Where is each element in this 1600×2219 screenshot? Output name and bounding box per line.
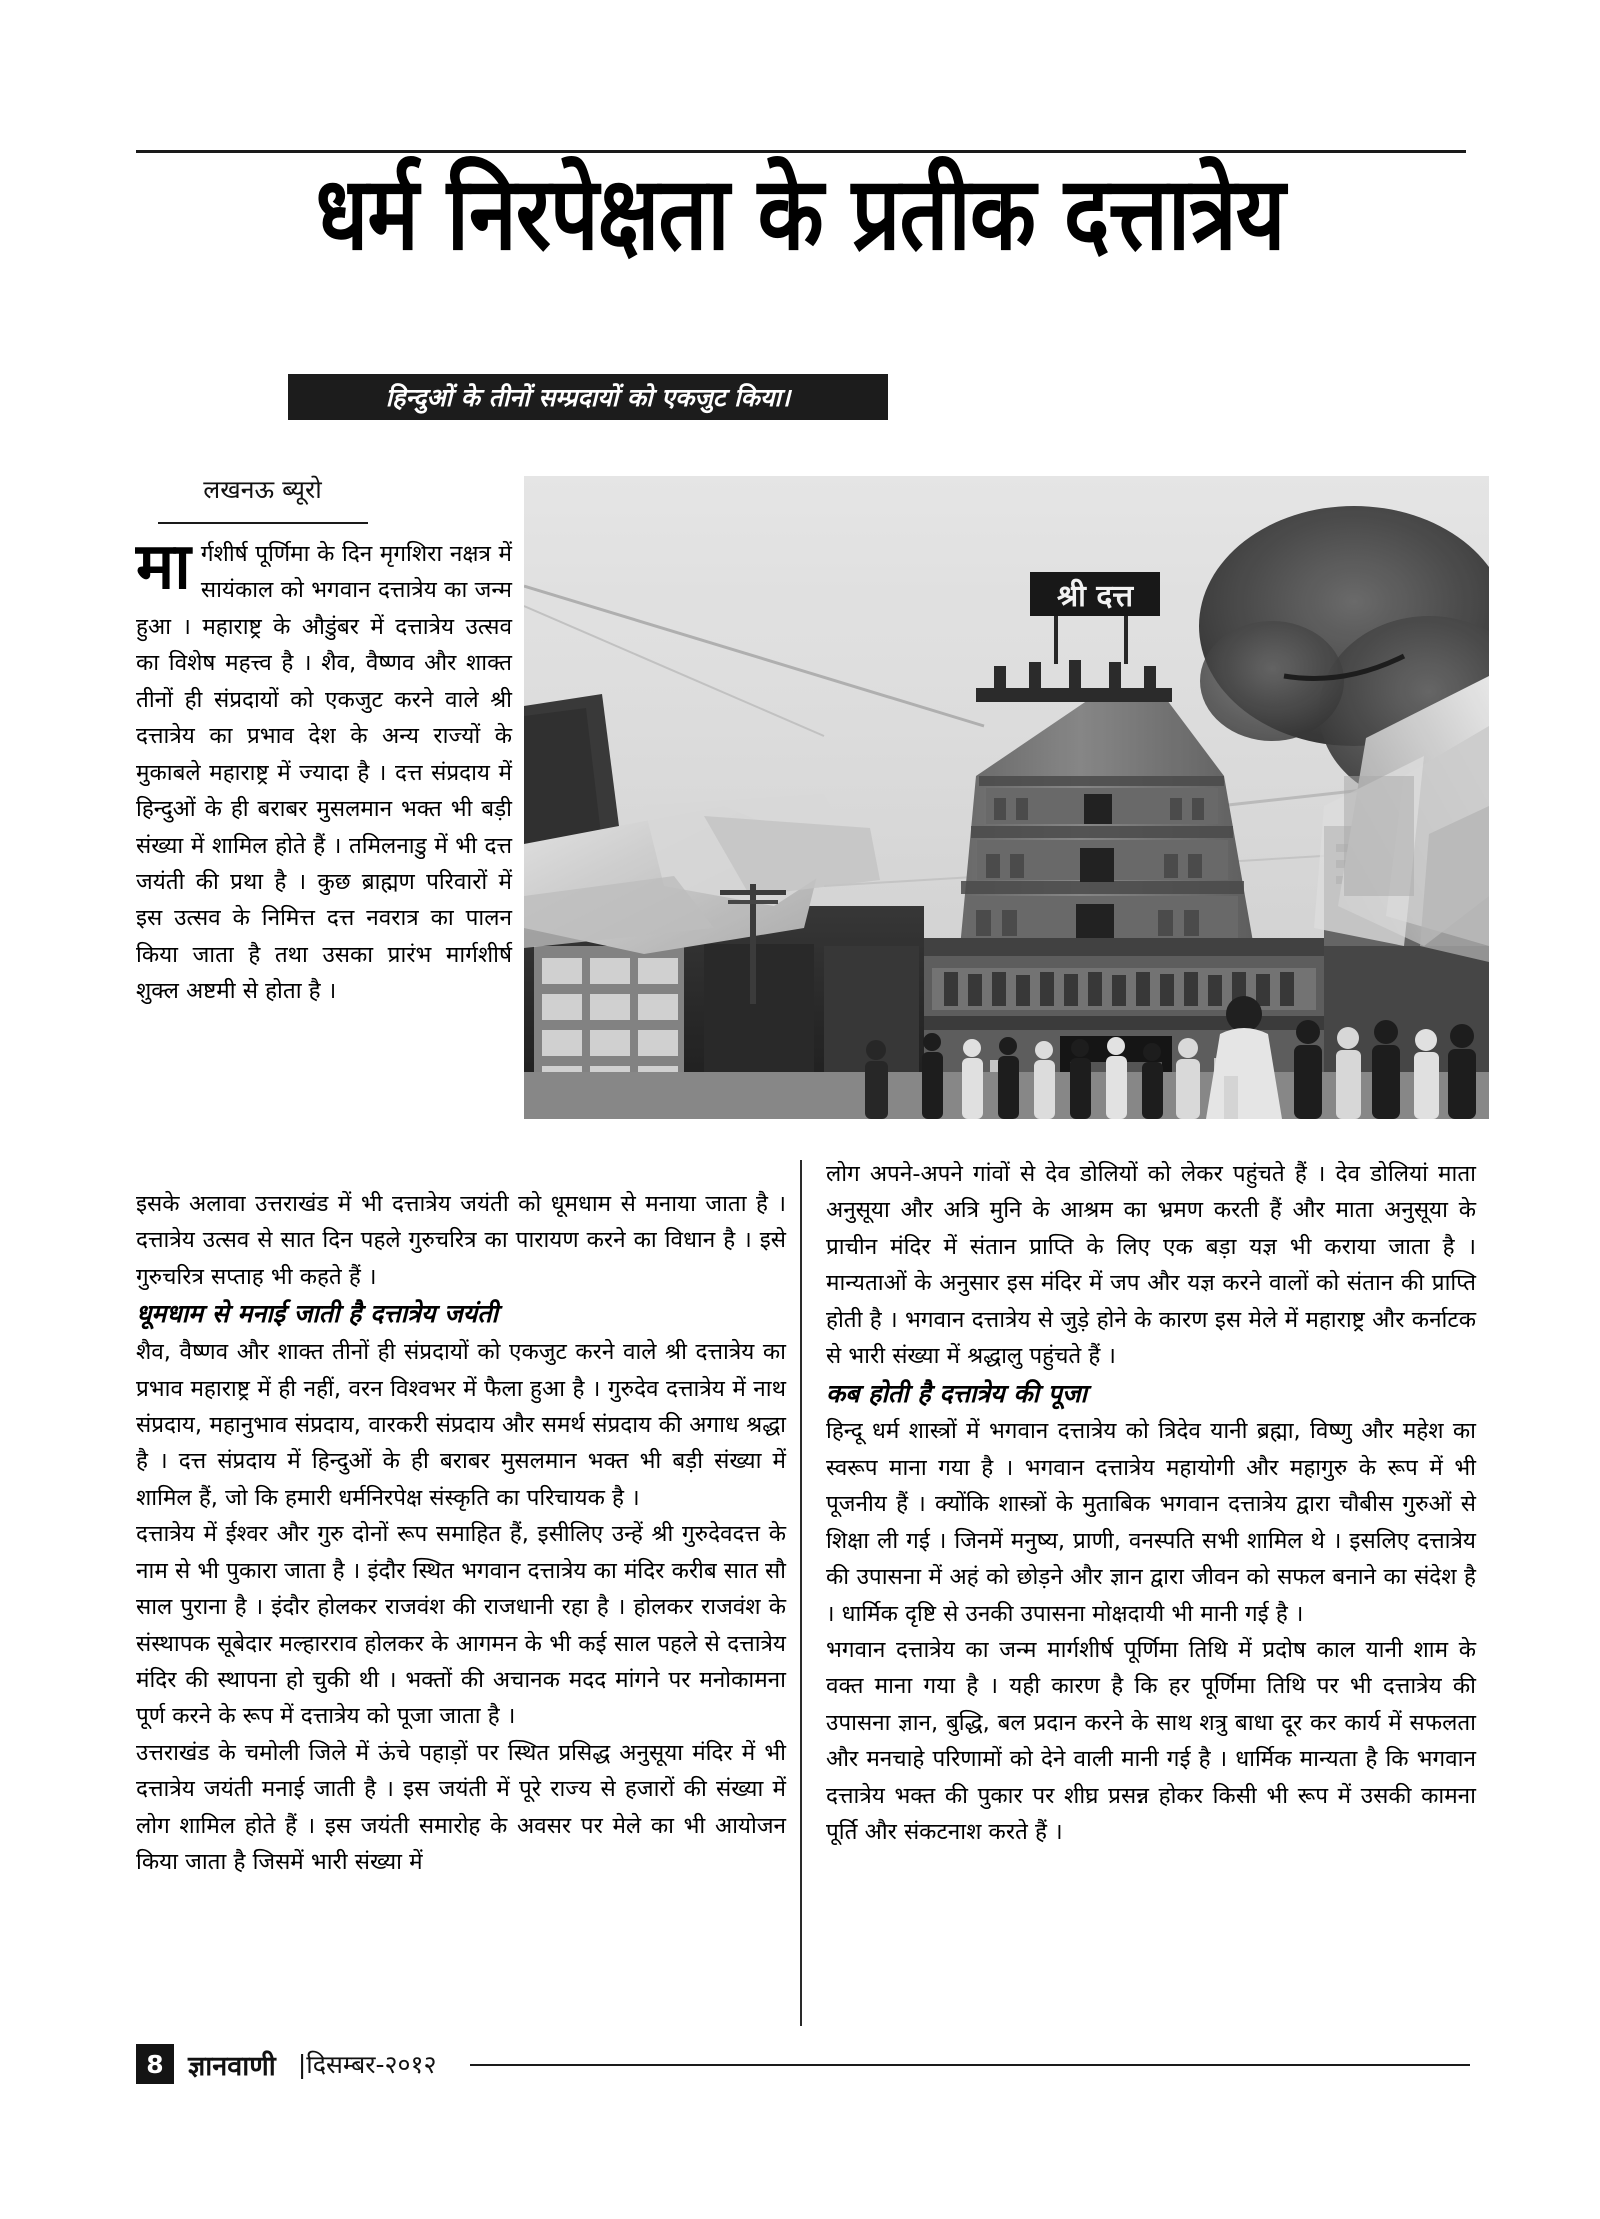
page-number-badge: 8: [136, 2044, 174, 2084]
page-footer: [136, 2044, 437, 2084]
issue-date: |दिसम्बर-२०१२: [297, 2050, 437, 2079]
page-headline: धर्म निरपेक्षता के प्रतीक दत्तात्रेय: [315, 155, 1285, 274]
left-column: [136, 1186, 786, 1881]
left-paragraph-1: इसके अलावा उत्तराखंड में भी दत्तात्रेय जयंती को धूमधाम से मनाया जाता है । दत्तात्रेय उत्सव से सात दिन पहले गुरुचरित्र का पारायण करने का विधान है । इसे गुरुचरित्र सप्ताह भी कहते हैं ।: [136, 1191, 786, 1290]
right-paragraph-1: लोग अपने-अपने गांवों से देव डोलियों को लेकर पहुंचते हैं । देव डोलियां माता अनुसूया और अत्रि मुनि के आश्रम का भ्रमण करती हैं और माता अनुसूया के प्राचीन मंदिर में संतान प्राप्ति के लिए एक बड़ा यज्ञ भी कराया जाता है । मान्यताओं के अनुसार इस मंदिर में जप और यज्ञ करने वालों को संतान की प्राप्ति होती है । भगवान दत्तात्रेय से जुड़े होने के कारण इस मेले में महाराष्ट्र और कर्नाटक से भारी संख्या में श्रद्धालु पहुंचते हैं ।: [826, 1161, 1476, 1370]
left-subheading-1: धूमधाम से मनाई जाती है दत्तात्रेय जयंती: [136, 1299, 498, 1329]
byline: लखनऊ ब्यूरो: [203, 475, 322, 504]
subtitle-banner: [288, 374, 888, 420]
right-column: [826, 1156, 1476, 1851]
right-subheading-1: कब होती है दत्तात्रेय की पूजा: [826, 1378, 1087, 1408]
intro-paragraph-text: र्गशीर्ष पूर्णिमा के दिन मृगशिरा नक्षत्र में सायंकाल को भगवान दत्तात्रेय का जन्म हुआ । महाराष्ट्र के औडुंबर में दत्तात्रेय उत्सव का विशेष महत्त्व है । शैव, वैष्णव और शाक्त तीनों ही संप्रदायों को एकजुट करने वाले श्री दत्तात्रेय का प्रभाव देश के अन्य राज्यों के मुकाबले महाराष्ट्र में ज्यादा है । दत्त संप्रदाय में हिन्दुओं के ही बराबर मुसलमान भक्त भी बड़ी संख्या में शामिल होते हैं । तमिलनाडु में भी दत्त जयंती की प्रथा है । कुछ ब्राह्मण परिवारों में इस उत्सव के निमित्त दत्त नवरात्र का पालन किया जाता है तथा उसका प्रारंभ मार्गशीर्ष शुक्ल अष्टमी से होता है ।: [136, 541, 512, 1005]
byline-rule: [158, 522, 368, 524]
article-photo: [524, 476, 1489, 1119]
left-paragraph-3: दत्तात्रेय में ईश्वर और गुरु दोनों रूप समाहित हैं, इसीलिए उन्हें श्री गुरुदेवदत्त के नाम से भी पुकारा जाता है । इंदौर स्थित भगवान दत्तात्रेय का मंदिर करीब सात सौ साल पुराना है । इंदौर होलकर राजवंश की राजधानी रहा है । होलकर राजवंश के संस्थापक सूबेदार मल्हारराव होलकर के आगमन के भी कई साल पहले से दत्तात्रेय मंदिर की स्थापना हो चुकी थी । भक्तों की अचानक मदद मांगने पर मनोकामना पूर्ण करने के रूप में दत्तात्रेय को पूजा जाता है ।: [136, 1521, 786, 1730]
subtitle-banner-text: हिन्दुओं के तीनों सम्प्रदायों को एकजुट किया।: [385, 382, 791, 412]
intro-paragraph: [136, 530, 512, 1010]
drop-cap: मा: [136, 530, 191, 604]
right-paragraph-3: भगवान दत्तात्रेय का जन्म मार्गशीर्ष पूर्णिमा तिथि में प्रदोष काल यानी शाम के वक्त माना गया है । यही कारण है कि हर पूर्णिमा तिथि पर भी दत्तात्रेय की उपासना ज्ञान, बुद्धि, बल प्रदान करने के साथ शत्रु बाधा दूर कर कार्य में सफलता और मनचाहे परिणामों को देने वाली मानी गई है । धार्मिक मान्यता है कि भगवान दत्तात्रेय भक्त की पुकार पर शीघ्र प्रसन्न होकर किसी भी रूप में उसकी कामना पूर्ति और संकटनाश करते हैं ।: [826, 1637, 1476, 1846]
footer-rule: [470, 2064, 1470, 2066]
right-paragraph-2: हिन्दू धर्म शास्त्रों में भगवान दत्तात्रेय को त्रिदेव यानी ब्रह्मा, विष्णु और महेश का स्वरूप माना गया है । भगवान दत्तात्रेय महायोगी और महागुरु के रूप में भी पूजनीय हैं । क्योंकि शास्त्रों के मुताबिक भगवान दत्तात्रेय द्वारा चौबीस गुरुओं से शिक्षा ली गई । जिनमें मनुष्य, प्राणी, वनस्पति सभी शामिल थे । इसलिए दत्तात्रेय की उपासना में अहं को छोड़ने और ज्ञान द्वारा जीवन को सफल बनाने का संदेश है । धार्मिक दृष्टि से उनकी उपासना मोक्षदायी भी मानी गई है ।: [826, 1418, 1476, 1627]
column-divider: [800, 1160, 802, 2026]
left-paragraph-2: शैव, वैष्णव और शाक्त तीनों ही संप्रदायों को एकजुट करने वाले श्री दत्तात्रेय का प्रभाव महाराष्ट्र में ही नहीं, वरन विश्वभर में फैला हुआ है । गुरुदेव दत्तात्रेय में नाथ संप्रदाय, महानुभाव संप्रदाय, वारकरी संप्रदाय और समर्थ संप्रदाय की अगाध श्रद्धा है । दत्त संप्रदाय में हिन्दुओं के ही बराबर मुसलमान भक्त भी बड़ी संख्या में शामिल हैं, जो कि हमारी धर्मनिरपेक्ष संस्कृति का परिचायक है ।: [136, 1339, 786, 1511]
magazine-name: ज्ञानवाणी: [188, 2050, 276, 2082]
intro-column: [136, 530, 512, 1010]
left-paragraph-4: उत्तराखंड के चमोली जिले में ऊंचे पहाड़ों पर स्थित प्रसिद्ध अनुसूया मंदिर में भी दत्तात्रेय जयंती मनाई जाती है । इस जयंती में पूरे राज्य से हजारों की संख्या में लोग शामिल होते हैं । इस जयंती समारोह के अवसर पर मेले का भी आयोजन किया जाता है जिसमें भारी संख्या में: [136, 1739, 786, 1876]
top-divider-rule: [136, 150, 1466, 153]
svg-text:श्री दत्त: श्री दत्त: [1056, 579, 1134, 614]
